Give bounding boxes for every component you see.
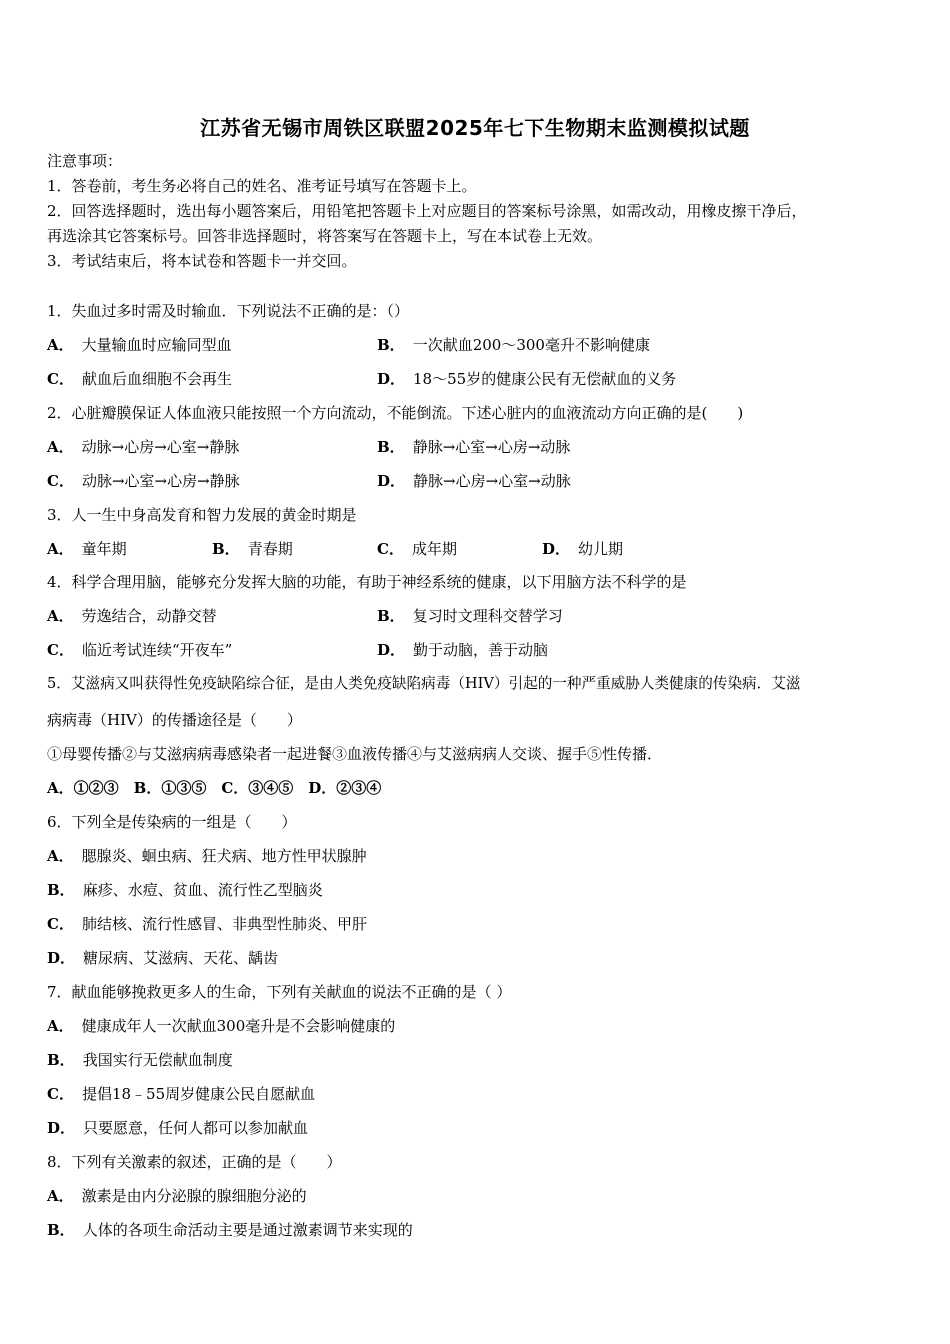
option-key: B． bbox=[47, 1051, 75, 1069]
option-text: 劳逸结合，动静交替 bbox=[81, 607, 217, 625]
option-key: C． bbox=[377, 540, 404, 558]
option-key: C． bbox=[47, 641, 74, 659]
option-text: 肺结核、流行性感冒、非典型性肺炎、甲肝 bbox=[81, 915, 367, 933]
option-d bbox=[47, 1118, 308, 1138]
question-stem-continued: 病病毒（HIV）的传播途径是（ ） bbox=[47, 711, 302, 729]
option-d bbox=[542, 539, 623, 559]
option-text: 大量输血时应输同型血 bbox=[81, 336, 232, 354]
option-key: C． bbox=[47, 915, 74, 933]
option-b bbox=[47, 1050, 233, 1070]
option-text: 人体的各项生命活动主要是通过激素调节来实现的 bbox=[82, 1221, 413, 1239]
option-b bbox=[47, 1220, 413, 1240]
option-key: A． bbox=[47, 847, 74, 865]
option-b bbox=[47, 880, 323, 900]
option-text: 腮腺炎、蛔虫病、狂犬病、地方性甲状腺肿 bbox=[81, 847, 367, 865]
option-key: D． bbox=[47, 1119, 76, 1137]
notice-heading: 注意事项： bbox=[47, 152, 123, 170]
option-c bbox=[47, 640, 232, 660]
option-key: C． bbox=[47, 1085, 74, 1103]
option-a bbox=[47, 539, 127, 559]
option-d bbox=[377, 369, 676, 389]
option-b bbox=[377, 437, 570, 457]
question-stem: 4．科学合理用脑，能够充分发挥大脑的功能，有助于神经系统的健康，以下用脑方法不科学的是 bbox=[47, 573, 687, 591]
option-key: A． bbox=[47, 607, 74, 625]
option-key: D． bbox=[542, 540, 571, 558]
option-a bbox=[47, 846, 367, 866]
option-key: D． bbox=[377, 370, 406, 388]
option-text: 我国实行无偿献血制度 bbox=[82, 1051, 233, 1069]
option-text: 成年期 bbox=[411, 540, 457, 558]
option-text: 勤于动脑，善于动脑 bbox=[413, 641, 549, 659]
option-key: A． bbox=[47, 336, 74, 354]
option-text: 静脉→心室→心房→动脉 bbox=[412, 438, 571, 456]
option-text: 激素是由内分泌腺的腺细胞分泌的 bbox=[81, 1187, 307, 1205]
question-stem: 7．献血能够挽救更多人的生命，下列有关献血的说法不正确的是（ ） bbox=[47, 983, 512, 1001]
option-key: A． bbox=[47, 540, 74, 558]
option-text: 动脉→心房→心室→静脉 bbox=[81, 438, 240, 456]
page-title: 江苏省无锡市周铁区联盟2025年七下生物期末监测模拟试题 bbox=[200, 116, 750, 140]
option-text: 临近考试连续“开夜车” bbox=[81, 641, 233, 659]
notice-line: 再选涂其它答案标号。回答非选择题时，将答案写在答题卡上，写在本试卷上无效。 bbox=[47, 227, 603, 245]
option-text: 青春期 bbox=[247, 540, 293, 558]
option-text: 复习时文理科交替学习 bbox=[412, 607, 563, 625]
option-text: 动脉→心室→心房→静脉 bbox=[81, 472, 240, 490]
option-text: 一次献血200～300毫升不影响健康 bbox=[412, 336, 650, 354]
option-text: 18～55岁的健康公民有无偿献血的义务 bbox=[413, 370, 677, 388]
option-c bbox=[377, 539, 457, 559]
option-text: 麻疹、水痘、贫血、流行性乙型脑炎 bbox=[82, 881, 323, 899]
question-stem: 2．心脏瓣膜保证人体血液只能按照一个方向流动，不能倒流。下述心脏内的血液流动方向正确的是( ) bbox=[47, 404, 744, 422]
option-c bbox=[47, 471, 240, 491]
option-key: A． bbox=[47, 1187, 74, 1205]
question-stem: 8．下列有关激素的叙述，正确的是（ ） bbox=[47, 1153, 342, 1171]
option-d bbox=[377, 640, 548, 660]
option-c bbox=[47, 369, 232, 389]
option-a bbox=[47, 1186, 307, 1206]
question-statements: ①母婴传播②与艾滋病病毒感染者一起进餐③血液传播④与艾滋病病人交谈、握手⑤性传播． bbox=[47, 745, 663, 763]
option-key: C． bbox=[47, 370, 74, 388]
option-c bbox=[47, 914, 367, 934]
option-text: 幼儿期 bbox=[578, 540, 624, 558]
notice-line: 1．答卷前，考生务必将自己的姓名、准考证号填写在答题卡上。 bbox=[47, 177, 477, 195]
option-text: 静脉→心房→心室→动脉 bbox=[413, 472, 571, 490]
option-text: 健康成年人一次献血300毫升是不会影响健康的 bbox=[81, 1017, 396, 1035]
option-text: 提倡18﹣55周岁健康公民自愿献血 bbox=[81, 1085, 316, 1103]
notice-line: 2．回答选择题时，选出每小题答案后，用铅笔把答题卡上对应题目的答案标号涂黑，如需改动，用橡皮擦干净后， bbox=[47, 202, 807, 220]
option-key: D． bbox=[377, 641, 406, 659]
option-b bbox=[212, 539, 293, 559]
option-text: 童年期 bbox=[81, 540, 127, 558]
option-d bbox=[377, 471, 571, 491]
option-text: 献血后血细胞不会再生 bbox=[81, 370, 232, 388]
option-key: A． bbox=[47, 1017, 74, 1035]
option-key: B． bbox=[47, 881, 75, 899]
option-key: A． bbox=[47, 438, 74, 456]
option-a bbox=[47, 606, 217, 626]
question-stem: 6．下列全是传染病的一组是（ ） bbox=[47, 813, 297, 831]
option-a bbox=[47, 1016, 395, 1036]
option-line: A．①②③ B．①③⑤ C．③④⑤ D．②③④ bbox=[47, 779, 382, 797]
option-b bbox=[377, 606, 563, 626]
option-key: B． bbox=[377, 336, 405, 354]
question-stem: 3．人一生中身高发育和智力发展的黄金时期是 bbox=[47, 506, 357, 524]
option-d bbox=[47, 948, 278, 968]
option-key: D． bbox=[377, 472, 406, 490]
option-text: 糖尿病、艾滋病、天花、龋齿 bbox=[83, 949, 279, 967]
option-key: D． bbox=[47, 949, 76, 967]
option-c bbox=[47, 1084, 315, 1104]
question-stem: 1．失血过多时需及时输血．下列说法不正确的是：（） bbox=[47, 302, 410, 320]
option-a bbox=[47, 335, 232, 355]
option-a bbox=[47, 437, 239, 457]
option-key: B． bbox=[377, 607, 405, 625]
option-key: B． bbox=[212, 540, 240, 558]
option-b bbox=[377, 335, 650, 355]
option-key: B． bbox=[47, 1221, 75, 1239]
option-text: 只要愿意，任何人都可以参加献血 bbox=[83, 1119, 309, 1137]
option-key: C． bbox=[47, 472, 74, 490]
question-stem: 5．艾滋病又叫获得性免疫缺陷综合征，是由人类免疫缺陷病毒（HIV）引起的一种严重威胁人类健康的传染病．艾滋 bbox=[47, 675, 801, 692]
option-key: B． bbox=[377, 438, 405, 456]
notice-line: 3．考试结束后，将本试卷和答题卡一并交回。 bbox=[47, 252, 357, 270]
